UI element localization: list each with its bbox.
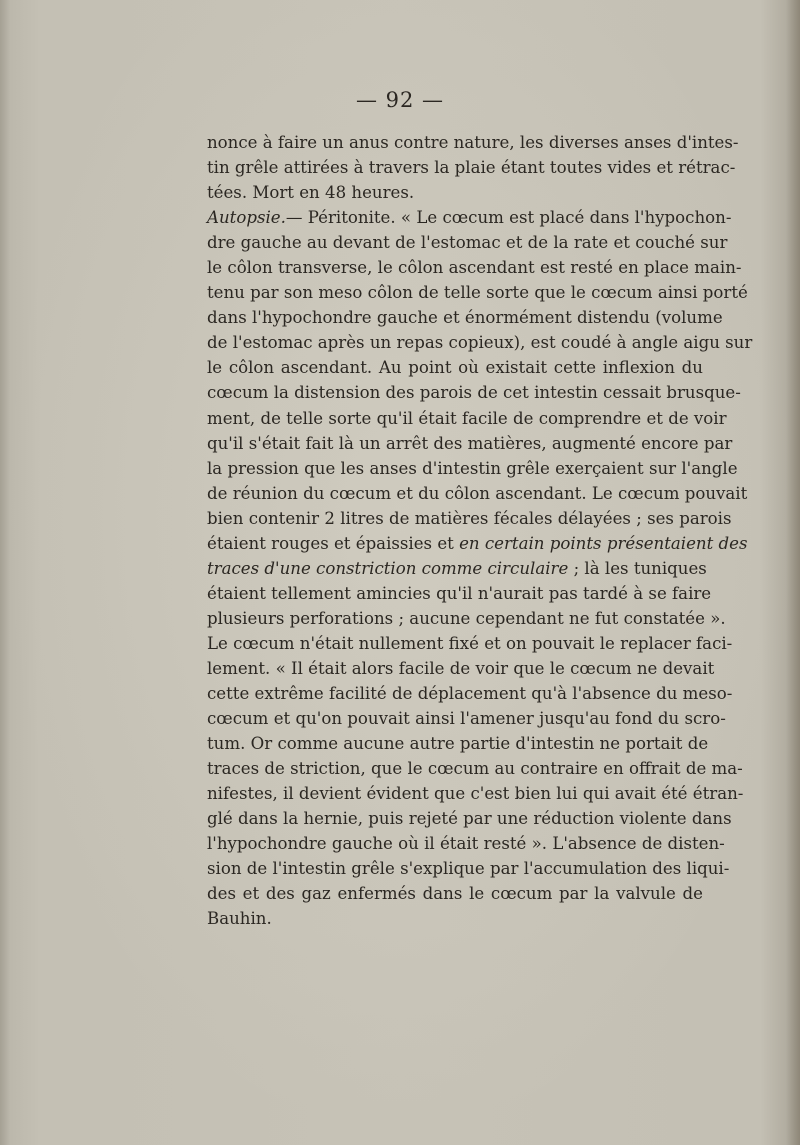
text-line-4 bbox=[207, 205, 732, 230]
text-line-18-rest: ; là les tuniques bbox=[568, 558, 707, 578]
text-line-21: Le cœcum n'était nullement fixé et on pouvait le replacer faci- bbox=[207, 633, 733, 653]
text-line-15: de réunion du cœcum et du côlon ascendant. Le cœcum pouvait bbox=[207, 483, 748, 503]
text-line-13: qu'il s'était fait là un arrêt des matières, augmenté encore par bbox=[207, 433, 733, 453]
text-line-9: de l'estomac après un repas copieux), est coudé à angle aigu sur bbox=[207, 333, 753, 353]
text-line-25: tum. Or comme aucune autre partie d'intestin ne portait de bbox=[207, 734, 709, 754]
text-line-27: nifestes, il devient évident que c'est bien lui qui avait été étran- bbox=[207, 784, 744, 804]
text-line-24: cœcum et qu'on pouvait ainsi l'amener jusqu'au fond du scro- bbox=[207, 709, 726, 729]
text-line-32: Bauhin. bbox=[207, 909, 272, 929]
text-line-17-start: étaient rouges et épaissies et bbox=[207, 533, 460, 553]
body-text bbox=[207, 130, 753, 932]
text-line-18-italic: traces d'une constriction comme circulaire bbox=[207, 558, 569, 578]
text-line-20: plusieurs perforations ; aucune cependant ne fut constatée ». bbox=[207, 608, 726, 628]
text-line-4-rest: — Péritonite. « Le cœcum est placé dans l'hypochon- bbox=[285, 208, 732, 228]
text-line-10: le côlon ascendant. Au point où existait cette inflexion du bbox=[207, 358, 703, 378]
page-right-shadow bbox=[786, 0, 800, 1145]
text-line-11: cœcum la distension des parois de cet intestin cessait brusque- bbox=[207, 383, 741, 403]
page-left-shadow bbox=[0, 0, 10, 1145]
text-line-26: traces de striction, que le cœcum au contraire en offrait de ma- bbox=[207, 759, 743, 779]
text-line-23: cette extrême facilité de déplacement qu'à l'absence du meso- bbox=[207, 684, 733, 704]
text-line-5: dre gauche au devant de l'estomac et de la rate et couché sur bbox=[207, 233, 728, 253]
text-line-1: nonce à faire un anus contre nature, les diverses anses d'intes- bbox=[207, 133, 739, 152]
text-line-14: la pression que les anses d'intestin grêle exerçaient sur l'angle bbox=[207, 458, 738, 478]
text-line-7: tenu par son meso côlon de telle sorte que le cœcum ainsi porté bbox=[207, 283, 748, 303]
text-line-31: des et des gaz enfermés dans le cœcum par la valvule de bbox=[207, 884, 703, 904]
text-line-22: lement. « Il était alors facile de voir que le cœcum ne devait bbox=[207, 658, 715, 678]
page-number: — 92 — bbox=[355, 88, 445, 112]
text-line-19: étaient tellement amincies qu'il n'aurait pas tardé à se faire bbox=[207, 583, 712, 603]
text-line-29: l'hypochondre gauche où il était resté ». L'absence de disten- bbox=[207, 834, 725, 854]
text-line-8: dans l'hypochondre gauche et énormément distendu (volume bbox=[207, 308, 723, 328]
text-line-17-italic: en certain points présentaient des bbox=[459, 533, 748, 553]
autopsie-heading: Autopsie. bbox=[207, 208, 286, 228]
text-line-17 bbox=[207, 531, 748, 556]
text-line-12: ment, de telle sorte qu'il était facile de comprendre et de voir bbox=[207, 408, 727, 428]
text-line-2: tin grêle attirées à travers la plaie étant toutes vides et rétrac- bbox=[207, 158, 736, 178]
text-line-28: glé dans la hernie, puis rejeté par une réduction violente dans bbox=[207, 809, 732, 829]
text-line-30: sion de l'intestin grêle s'explique par l'accumulation des liqui- bbox=[207, 859, 730, 879]
text-line-16: bien contenir 2 litres de matières fécales délayées ; ses parois bbox=[207, 508, 732, 528]
text-line-3: tées. Mort en 48 heures. bbox=[207, 183, 415, 203]
text-line-18 bbox=[207, 556, 707, 581]
text-line-6: le côlon transverse, le côlon ascendant est resté en place main- bbox=[207, 258, 742, 278]
